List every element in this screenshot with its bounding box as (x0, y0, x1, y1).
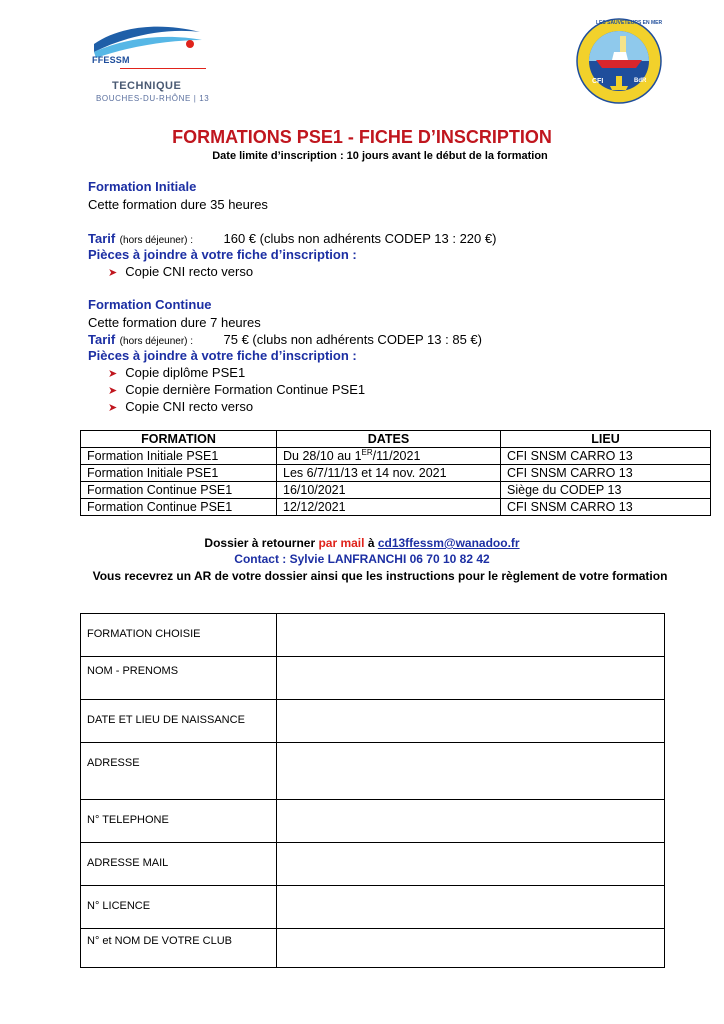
arrow-bullet-icon: ➤ (108, 267, 118, 279)
table-row (81, 465, 711, 482)
field-label: N° et NOM DE VOTRE CLUB (81, 929, 277, 968)
arrow-bullet-icon: ➤ (108, 402, 118, 414)
form-row (81, 800, 665, 843)
adresse-field[interactable] (277, 743, 665, 800)
field-label: NOM - PRENOMS (81, 657, 277, 700)
by-mail-text: par mail (318, 536, 365, 550)
telephone-field[interactable] (277, 800, 665, 843)
arrow-bullet-icon: ➤ (108, 368, 118, 380)
cell-dates: 12/12/2021 (277, 499, 501, 516)
logo-divider (120, 68, 206, 69)
continue-pieces-label: Pièces à joindre à votre fiche d’inscription : (88, 348, 357, 363)
col-header-formation: FORMATION (81, 431, 277, 448)
initiale-duration: Cette formation dure 35 heures (88, 197, 268, 212)
ar-notice: Vous recevrez un AR de votre dossier ainsi que les instructions pour le règlement de votre formation (92, 569, 668, 583)
continue-duration: Cette formation dure 7 heures (88, 315, 261, 330)
cell-lieu: CFI SNSM CARRO 13 (501, 465, 711, 482)
field-label: DATE ET LIEU DE NAISSANCE (81, 700, 277, 743)
continue-tarif-note: (hors déjeuner) : (119, 336, 194, 347)
licence-field[interactable] (277, 886, 665, 929)
dossier-instructions: Dossier à retourner par mail à cd13ffessm@wanadoo.fr (204, 536, 520, 550)
list-item: ➤ Copie dernière Formation Continue PSE1 (108, 382, 366, 397)
logo-cfi: CFI (592, 78, 604, 85)
nom-prenoms-field[interactable] (277, 657, 665, 700)
initiale-heading: Formation Initiale (88, 179, 197, 194)
col-header-lieu: LIEU (501, 431, 711, 448)
logo-line2: BOUCHES-DU-RHÔNE | 13 (96, 94, 210, 103)
cell-dates: Les 6/7/11/13 et 14 nov. 2021 (277, 465, 501, 482)
sessions-table (80, 430, 711, 516)
logo-line1: TECHNIQUE (112, 80, 182, 92)
table-row (81, 499, 711, 516)
naissance-field[interactable] (277, 700, 665, 743)
cell-dates: 16/10/2021 (277, 482, 501, 499)
field-label: ADRESSE (81, 743, 277, 800)
ffessm-logo (90, 22, 210, 104)
list-item: ➤ Copie CNI recto verso (108, 399, 254, 414)
mail-field[interactable] (277, 843, 665, 886)
table-header-row (81, 431, 711, 448)
arrow-bullet-icon: ➤ (108, 385, 118, 397)
initiale-tarif (88, 230, 496, 248)
cell-lieu: CFI SNSM CARRO 13 (501, 499, 711, 516)
logo-brand: FFESSM (92, 55, 130, 65)
form-row (81, 614, 665, 657)
initiale-tarif-label: Tarif (88, 231, 116, 246)
logo-bdr: BdR (634, 78, 647, 84)
cell-lieu: Siège du CODEP 13 (501, 482, 711, 499)
initiale-tarif-note: (hors déjeuner) : (119, 235, 194, 246)
snsm-logo (576, 16, 662, 106)
form-row (81, 843, 665, 886)
logo-arc-text: LES SAUVETEURS EN MER (596, 20, 663, 26)
initiale-tarif-value: 160 € (clubs non adhérents CODEP 13 : 220 €) (223, 231, 497, 246)
field-label: FORMATION CHOISIE (81, 614, 277, 657)
continue-tarif-value: 75 € (clubs non adhérents CODEP 13 : 85 €) (223, 332, 482, 347)
continue-heading: Formation Continue (88, 297, 212, 312)
form-row (81, 700, 665, 743)
cell-formation: Formation Continue PSE1 (81, 499, 277, 516)
form-row (81, 743, 665, 800)
field-label: N° TELEPHONE (81, 800, 277, 843)
form-row (81, 886, 665, 929)
field-label: ADRESSE MAIL (81, 843, 277, 886)
list-item: ➤ Copie diplôme PSE1 (108, 365, 246, 380)
deadline-subtitle: Date limite d’inscription : 10 jours avant le début de la formation (212, 150, 548, 162)
cell-formation: Formation Continue PSE1 (81, 482, 277, 499)
contact-line: Contact : Sylvie LANFRANCHI 06 70 10 82 42 (234, 552, 490, 566)
table-row (81, 482, 711, 499)
cell-formation: Formation Initiale PSE1 (81, 448, 277, 465)
list-item: ➤ Copie CNI recto verso (108, 264, 254, 279)
club-field[interactable] (277, 929, 665, 968)
continue-tarif (88, 331, 482, 349)
initiale-pieces-label: Pièces à joindre à votre fiche d’inscription : (88, 247, 357, 262)
registration-form (80, 613, 665, 968)
cell-formation: Formation Initiale PSE1 (81, 465, 277, 482)
formation-choisie-field[interactable] (277, 614, 665, 657)
email-link[interactable]: cd13ffessm@wanadoo.fr (377, 536, 520, 550)
form-row (81, 929, 665, 968)
form-row (81, 657, 665, 700)
table-row (81, 448, 711, 465)
field-label: N° LICENCE (81, 886, 277, 929)
lifeboat-emblem-icon (576, 16, 662, 106)
page-title: FORMATIONS PSE1 - FICHE D’INSCRIPTION (172, 127, 552, 147)
continue-tarif-label: Tarif (88, 332, 116, 347)
col-header-dates: DATES (277, 431, 501, 448)
cell-dates: Du 28/10 au 1ER/11/2021 (277, 448, 501, 465)
cell-lieu: CFI SNSM CARRO 13 (501, 448, 711, 465)
